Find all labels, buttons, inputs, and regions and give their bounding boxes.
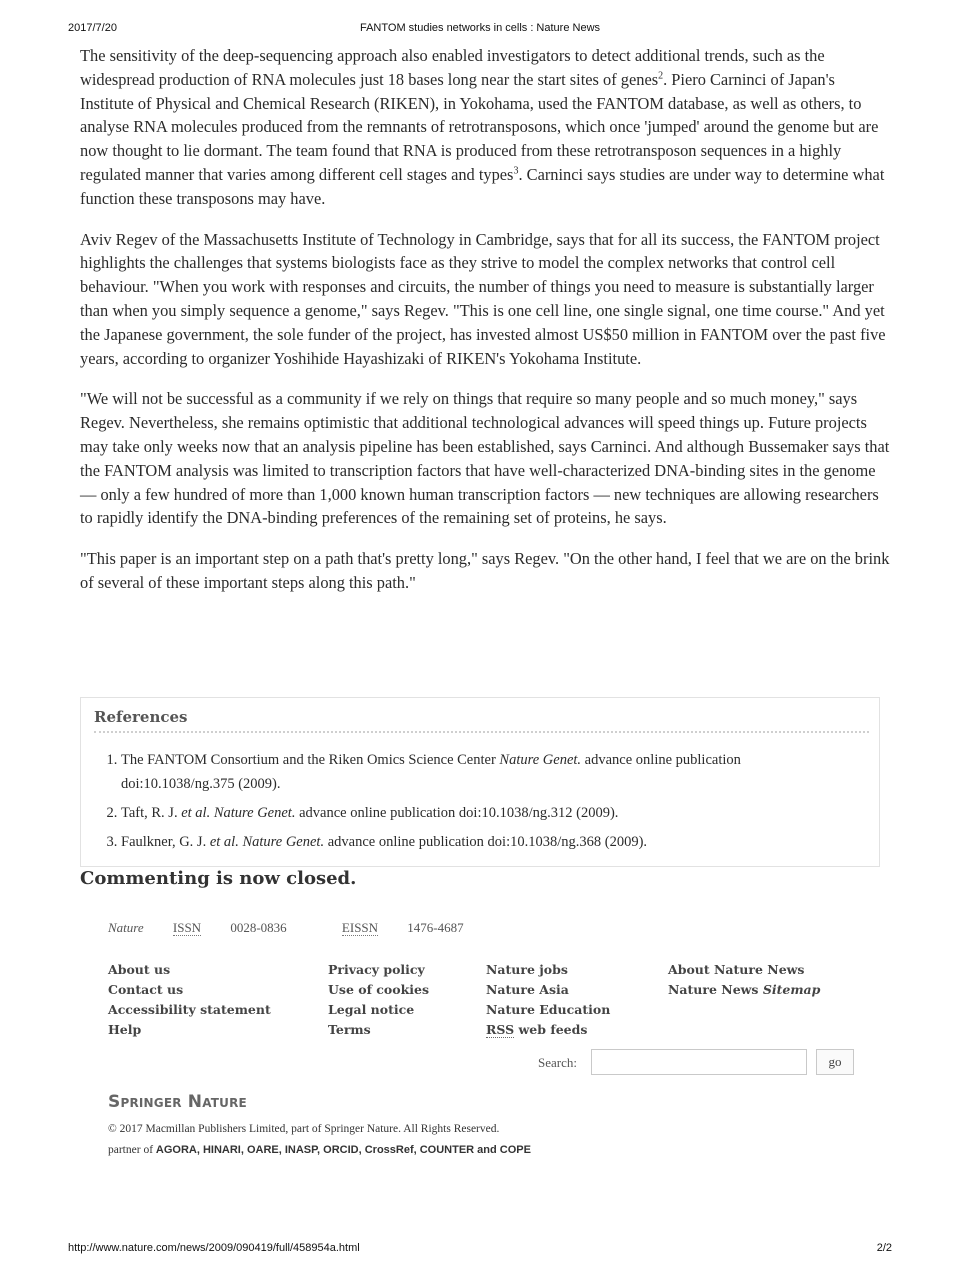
paragraph-text: . Piero Carninci of Japan's Institute of Physical and Chemical Research (RIKEN), in Yokohama, used the FANTOM database, as well as others, to analyse RNA molecules produced from the remnants of retrotransposons, which once 'jumped' around the genome but are now thought to lie dormant. The team found that RNA is produced from these retrotransposon sequences in a highly regulated manner that varies among different cell stages and types <box>80 69 879 184</box>
print-url: http://www.nature.com/news/2009/090419/full/458954a.html <box>68 1242 360 1254</box>
references-list <box>81 748 821 859</box>
footer-links-column <box>328 960 429 1040</box>
article-paragraph: Aviv Regev of the Massachusetts Institute of Technology in Cambridge, says that for all its success, the FANTOM project highlights the challenges that systems biologists face as they strive to model the complex networks that control cell behaviour. "When you work with responses and circuits, the number of things you need to measure is substantially larger than when you simply sequence a genome," says Regev. "This is one cell line, one single signal, one time course." And yet the Japanese government, the sole funder of the project, has invested almost US$50 million in FANTOM over the past five years, according to organizer Yoshihide Hayashizaki of RIKEN's Yokohama Institute. <box>80 229 886 368</box>
paragraph-text: . Carninci says studies are under way to determine what function these transposons may have. <box>80 164 885 208</box>
reference-text: Faulkner, G. J. <box>121 834 210 850</box>
reference-journal: Nature Genet. <box>499 752 582 768</box>
copyright-notice: © 2017 Macmillan Publishers Limited, part of Springer Nature. All Rights Reserved. <box>108 1123 500 1135</box>
footer-link-contact-us[interactable]: Contact us <box>108 982 184 997</box>
partner-prefix: partner of <box>108 1144 156 1156</box>
footer-link-sitemap[interactable] <box>668 980 820 1000</box>
footer-links <box>108 960 868 1040</box>
reference-text: advance online publication doi:10.1038/ng.368 (2009). <box>324 834 648 850</box>
footer-links-column <box>668 960 820 1000</box>
search-go-button[interactable]: go <box>816 1049 854 1075</box>
reference-text: The FANTOM Consortium and the Riken Omics Science Center <box>121 752 500 768</box>
footer-link-use-of-cookies[interactable]: Use of cookies <box>328 982 429 997</box>
issn-label: ISSN <box>172 920 202 935</box>
eissn <box>342 920 490 935</box>
print-page-title: FANTOM studies networks in cells : Nature News <box>359 22 601 34</box>
search-label: Search: <box>538 1055 577 1070</box>
footer-link-help[interactable]: Help <box>108 1022 142 1037</box>
footer-link-terms[interactable]: Terms <box>328 1022 371 1037</box>
search-input[interactable] <box>591 1049 807 1075</box>
rss-label: web feeds <box>514 1022 588 1037</box>
journal-identifiers <box>108 920 516 936</box>
footer-link-nature-asia[interactable]: Nature Asia <box>486 982 569 997</box>
paragraph-text: The sensitivity of the deep-sequencing approach also enabled investigators to detect additional trends, such as the widespread production of RNA molecules just 18 bases long near the start sites of genes <box>80 46 825 89</box>
footer-links-column <box>486 960 610 1040</box>
print-date: 2017/7/20 <box>68 22 117 34</box>
article-paragraph <box>80 44 890 211</box>
reference-journal: Nature Genet. <box>242 834 325 850</box>
eissn-value: 1476-4687 <box>407 920 464 935</box>
footer-link-nature-jobs[interactable]: Nature jobs <box>486 962 568 977</box>
references-heading: References <box>94 708 188 726</box>
footer-link-about-us[interactable]: About us <box>108 962 171 977</box>
print-header <box>68 22 892 36</box>
footer-link-privacy-policy[interactable]: Privacy policy <box>328 962 425 977</box>
reference-item <box>121 748 821 796</box>
rss-abbr: RSS <box>486 1022 515 1037</box>
partner-list[interactable]: AGORA, HINARI, OARE, INASP, ORCID, CrossRef, COUNTER and COPE <box>155 1144 531 1156</box>
article-paragraph: "This paper is an important step on a path that's pretty long," says Regev. "On the other hand, I feel that we are on the brink of several of these important steps along this path." <box>80 549 890 592</box>
sitemap-label-italic: Sitemap <box>762 982 821 997</box>
footer-links-column <box>108 960 271 1040</box>
footer-link-accessibility[interactable]: Accessibility statement <box>108 1002 271 1017</box>
reference-text: advance online publication doi:10.1038/ng.375 (2009). <box>121 752 741 792</box>
commenting-closed-notice: Commenting is now closed. <box>80 868 357 889</box>
footer-link-rss[interactable] <box>486 1020 610 1040</box>
reference-etal: et al. <box>181 805 211 821</box>
footer-link-about-nature-news[interactable]: About Nature News <box>668 962 805 977</box>
reference-item <box>121 801 821 825</box>
reference-journal: Nature Genet. <box>213 805 296 821</box>
article-paragraph: "We will not be successful as a community if we rely on things that require so many people and so much money," says Regev. Nevertheless, she remains optimistic that additional technological advances will speed things up. Future projects may take only weeks now that an analysis pipeline has been established, says Carninci. And although Bussemaker says that the FANTOM analysis was limited to transcription factors that have well-characterized DNA-binding sites in the genome — only a few hundred of more than 1,000 known human transcription factors — new techniques are allowing researchers to rapidly identify the DNA-binding preferences of the remaining set of proteins, he says. <box>80 389 890 528</box>
eissn-label: EISSN <box>341 920 379 935</box>
references-box <box>80 697 880 867</box>
print-page-number: 2/2 <box>876 1242 892 1254</box>
reference-link[interactable]: 3 <box>513 165 519 177</box>
issn-value: 0028-0836 <box>230 920 287 935</box>
issn <box>173 920 313 935</box>
reference-text: advance online publication doi:10.1038/ng.312 (2009). <box>295 805 619 821</box>
sitemap-label: Nature News <box>668 982 763 997</box>
article-body <box>80 44 890 612</box>
springer-nature-logo[interactable]: Springer Nature <box>108 1092 247 1112</box>
partner-notice <box>108 1144 531 1156</box>
journal-name: Nature <box>108 920 144 935</box>
reference-item <box>121 830 821 854</box>
reference-etal: et al. <box>209 834 239 850</box>
reference-link[interactable]: 2 <box>658 70 664 82</box>
reference-text: Taft, R. J. <box>121 805 182 821</box>
print-footer <box>68 1242 892 1256</box>
footer-link-legal-notice[interactable]: Legal notice <box>328 1002 415 1017</box>
divider <box>94 731 869 733</box>
footer-link-nature-education[interactable]: Nature Education <box>486 1002 611 1017</box>
